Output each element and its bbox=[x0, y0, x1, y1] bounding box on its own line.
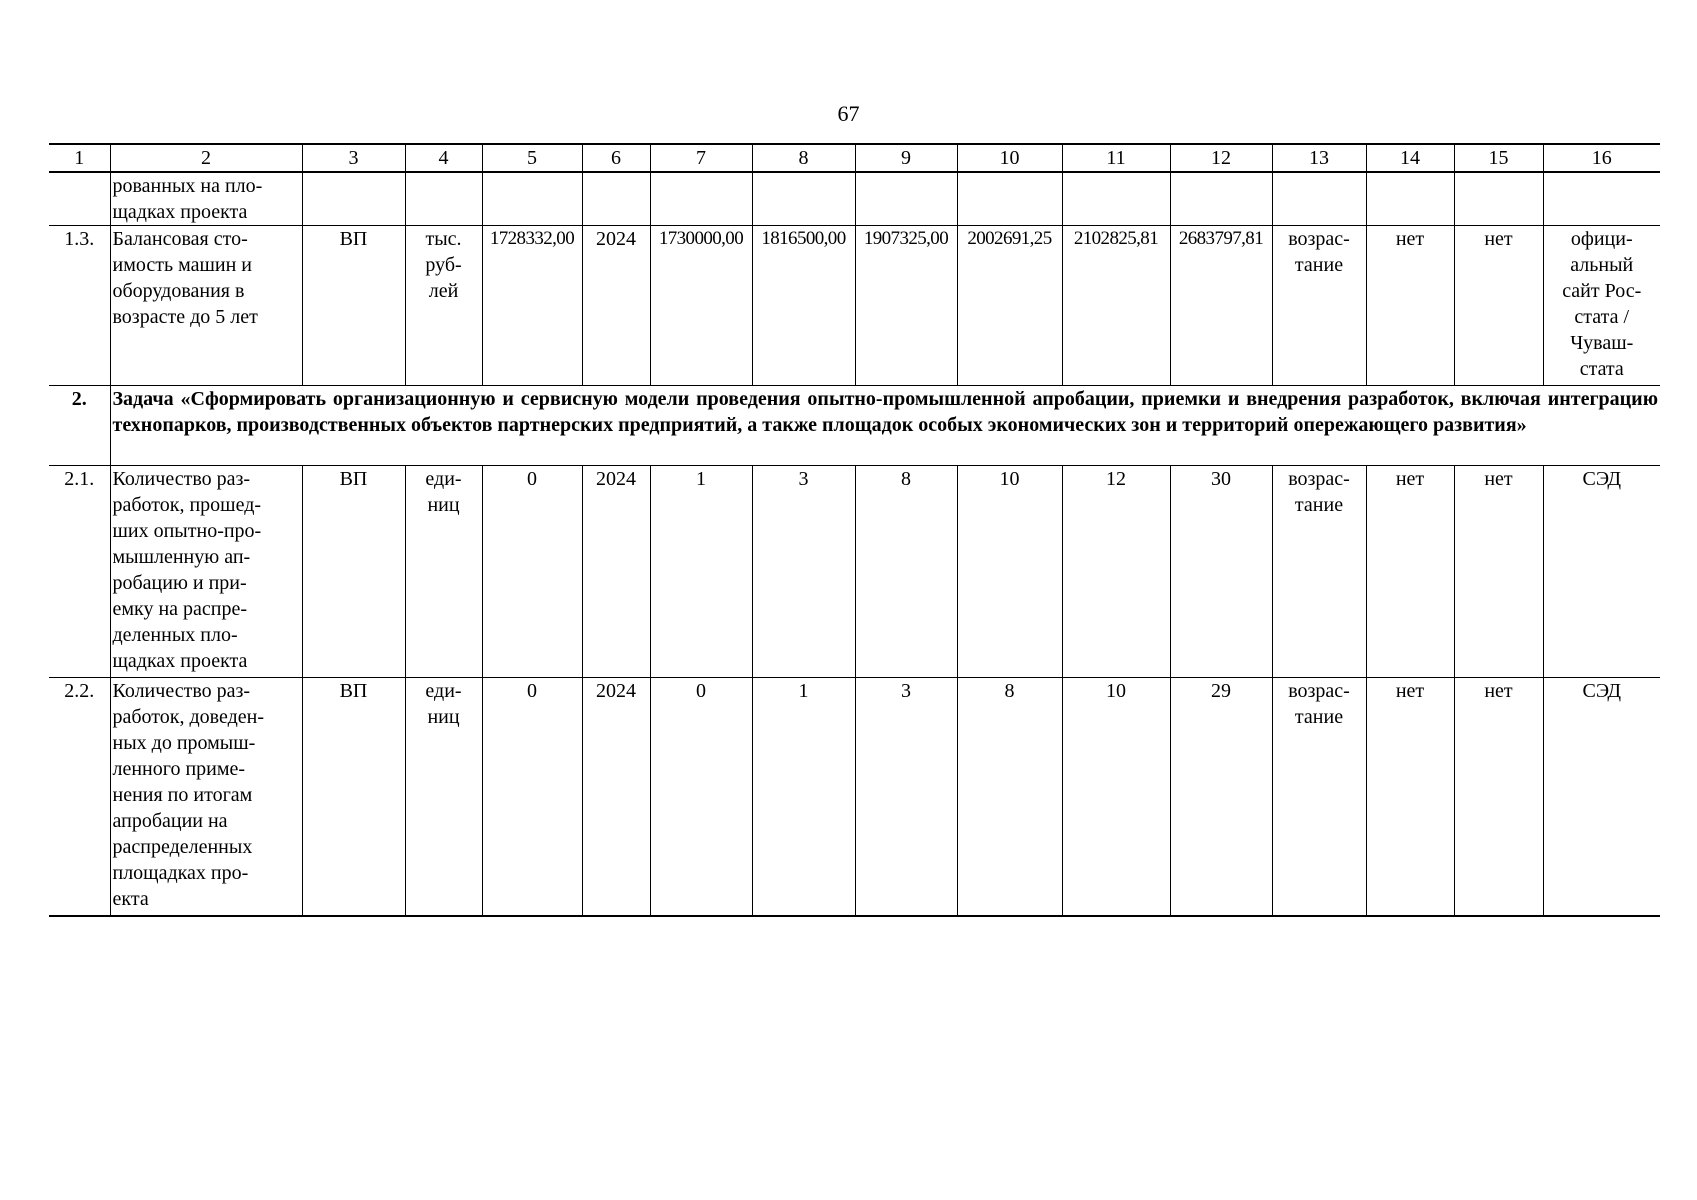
unit: еди- ниц bbox=[405, 678, 482, 916]
value-col11: 10 bbox=[1062, 678, 1170, 916]
column-number: 5 bbox=[482, 144, 582, 172]
table-cell bbox=[405, 172, 482, 226]
col15-value: нет bbox=[1454, 466, 1543, 678]
column-number: 6 bbox=[582, 144, 650, 172]
indicator-type: ВП bbox=[302, 678, 405, 916]
value-col12: 30 bbox=[1170, 466, 1272, 678]
column-number: 4 bbox=[405, 144, 482, 172]
base-year: 2024 bbox=[582, 226, 650, 386]
indicators-table bbox=[49, 143, 1660, 917]
base-value: 0 bbox=[482, 466, 582, 678]
indicator-type: ВП bbox=[302, 466, 405, 678]
value-col7: 0 bbox=[650, 678, 752, 916]
table-row bbox=[49, 678, 1660, 916]
value-col10: 2002691,25 bbox=[957, 226, 1062, 386]
col15-value: нет bbox=[1454, 678, 1543, 916]
value-col10: 8 bbox=[957, 678, 1062, 916]
col14-value: нет bbox=[1366, 466, 1454, 678]
col15-value: нет bbox=[1454, 226, 1543, 386]
column-number: 13 bbox=[1272, 144, 1366, 172]
table-cell bbox=[752, 172, 855, 226]
value-col8: 1 bbox=[752, 678, 855, 916]
unit: еди- ниц bbox=[405, 466, 482, 678]
table-row bbox=[49, 172, 1660, 226]
trend: возрас- тание bbox=[1272, 678, 1366, 916]
table-cell bbox=[855, 172, 957, 226]
table-cell bbox=[1062, 172, 1170, 226]
col14-value: нет bbox=[1366, 226, 1454, 386]
base-value: 0 bbox=[482, 678, 582, 916]
value-col9: 1907325,00 bbox=[855, 226, 957, 386]
data-source: СЭД bbox=[1543, 466, 1660, 678]
table-row bbox=[49, 226, 1660, 386]
value-col8: 1816500,00 bbox=[752, 226, 855, 386]
table-cell bbox=[1543, 172, 1660, 226]
data-source: офици- альный сайт Рос- стата / Чуваш- стата bbox=[1543, 226, 1660, 386]
task-row bbox=[49, 386, 1660, 466]
column-number: 1 bbox=[49, 144, 110, 172]
col14-value: нет bbox=[1366, 678, 1454, 916]
data-source: СЭД bbox=[1543, 678, 1660, 916]
indicator-name: Количество раз- работок, прошед- ших опытно-про- мышленную ап- робацию и при- емку на распре- деленных пло- щадках проекта bbox=[110, 466, 302, 678]
table-cell bbox=[957, 172, 1062, 226]
indicator-type: ВП bbox=[302, 226, 405, 386]
indicator-name: Количество раз- работок, доведен- ных до промыш- ленного приме- нения по итогам апробации на распределенных площадках про- екта bbox=[110, 678, 302, 916]
table-cell bbox=[650, 172, 752, 226]
column-number: 11 bbox=[1062, 144, 1170, 172]
table-cell bbox=[1366, 172, 1454, 226]
task-title: Задача «Сформировать организационную и сервисную модели проведения опытно-промышленной апробации, приемки и внедрения разработок, включая интеграцию технопарков, производственных объектов партнерских предприятий, а также площадок особых экономических зон и территорий опережающего развития» bbox=[110, 386, 1660, 466]
value-col11: 12 bbox=[1062, 466, 1170, 678]
page-number: 67 bbox=[837, 101, 860, 126]
value-col11: 2102825,81 bbox=[1062, 226, 1170, 386]
value-col12: 2683797,81 bbox=[1170, 226, 1272, 386]
row-number bbox=[49, 172, 110, 226]
column-number: 15 bbox=[1454, 144, 1543, 172]
trend: возрас- тание bbox=[1272, 226, 1366, 386]
column-number: 14 bbox=[1366, 144, 1454, 172]
column-number: 7 bbox=[650, 144, 752, 172]
value-col9: 3 bbox=[855, 678, 957, 916]
value-col9: 8 bbox=[855, 466, 957, 678]
column-number: 10 bbox=[957, 144, 1062, 172]
base-year: 2024 bbox=[582, 466, 650, 678]
value-col7: 1730000,00 bbox=[650, 226, 752, 386]
table-cell bbox=[1454, 172, 1543, 226]
column-number-row bbox=[49, 144, 1660, 172]
table-cell bbox=[582, 172, 650, 226]
indicator-name: Балансовая сто- имость машин и оборудования в возрасте до 5 лет bbox=[110, 226, 302, 386]
value-col12: 29 bbox=[1170, 678, 1272, 916]
table-cell bbox=[302, 172, 405, 226]
base-year: 2024 bbox=[582, 678, 650, 916]
column-number: 3 bbox=[302, 144, 405, 172]
row-number: 2.2. bbox=[49, 678, 110, 916]
trend: возрас- тание bbox=[1272, 466, 1366, 678]
table-cell bbox=[1272, 172, 1366, 226]
task-number: 2. bbox=[49, 386, 110, 466]
column-number: 9 bbox=[855, 144, 957, 172]
row-number: 2.1. bbox=[49, 466, 110, 678]
column-number: 2 bbox=[110, 144, 302, 172]
row-number: 1.3. bbox=[49, 226, 110, 386]
table-cell bbox=[1170, 172, 1272, 226]
base-value: 1728332,00 bbox=[482, 226, 582, 386]
table-row bbox=[49, 466, 1660, 678]
value-col10: 10 bbox=[957, 466, 1062, 678]
value-col8: 3 bbox=[752, 466, 855, 678]
column-number: 8 bbox=[752, 144, 855, 172]
table-cell bbox=[482, 172, 582, 226]
column-number: 16 bbox=[1543, 144, 1660, 172]
unit: тыс. руб- лей bbox=[405, 226, 482, 386]
column-number: 12 bbox=[1170, 144, 1272, 172]
indicator-name: рованных на пло- щадках проекта bbox=[110, 172, 302, 226]
value-col7: 1 bbox=[650, 466, 752, 678]
